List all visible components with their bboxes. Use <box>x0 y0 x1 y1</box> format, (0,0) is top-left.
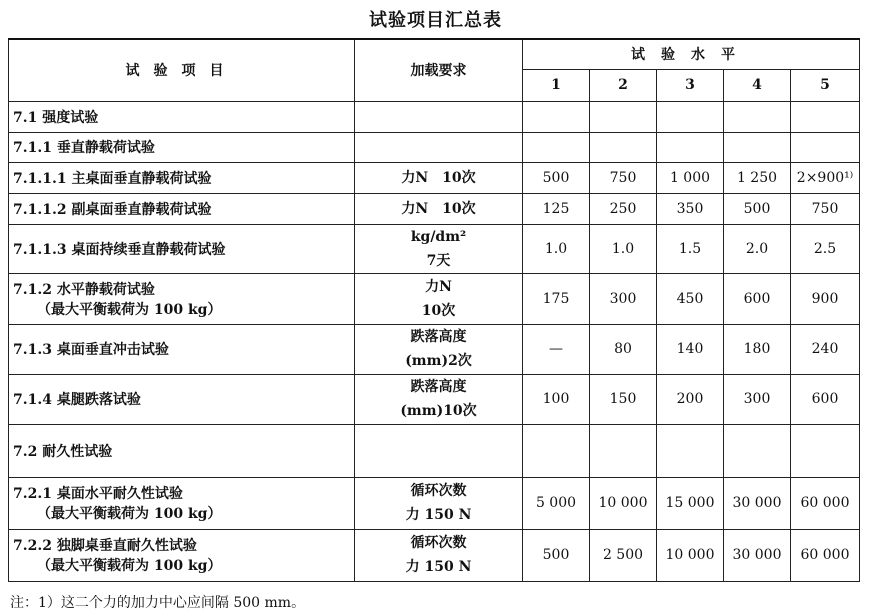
level-4-value: 2.0 <box>724 224 791 273</box>
test-item-text: 7.1.1.2 副桌面垂直静载荷试验 <box>13 201 212 218</box>
level-4-value: 600 <box>724 273 791 324</box>
load-requirement-text: kg/dm² <box>410 228 467 245</box>
load-requirement-cell <box>355 132 523 162</box>
level-2-value: 300 <box>590 273 657 324</box>
level-4-value <box>724 424 791 477</box>
level-3-value: 140 <box>657 324 724 374</box>
load-requirement-text: 力N 10次 <box>401 169 476 186</box>
level-2-value <box>590 101 657 132</box>
summary-table <box>8 38 860 582</box>
table-row <box>9 162 860 193</box>
load-requirement-cell <box>355 529 523 581</box>
table-row <box>9 193 860 224</box>
load-requirement-text: 力N 10次 <box>401 200 476 217</box>
load-requirement-text: 跌落高度 <box>410 329 467 345</box>
level-4-value: 500 <box>724 193 791 224</box>
load-requirement-text: 力 150 N <box>405 559 472 575</box>
level-4-value: 1 250 <box>724 162 791 193</box>
header-load-requirement: 加载要求 <box>355 39 523 101</box>
level-5-value: 60 000 <box>791 477 860 529</box>
level-4-value: 300 <box>724 374 791 424</box>
level-1-value <box>523 424 590 477</box>
test-item-cell <box>9 529 355 581</box>
test-item-cell <box>9 374 355 424</box>
level-3-value: 200 <box>657 374 724 424</box>
load-requirement-text: 10次 <box>421 302 456 319</box>
test-item-cell <box>9 132 355 162</box>
table-row <box>9 273 860 324</box>
test-item-text: 7.2.2 独脚桌垂直耐久性试验 <box>13 538 197 554</box>
header-level-1: 1 <box>523 69 590 101</box>
load-requirement-text: 循环次数 <box>410 483 467 499</box>
level-2-value: 750 <box>590 162 657 193</box>
load-requirement-cell <box>355 273 523 324</box>
level-4-value <box>724 132 791 162</box>
level-2-value <box>590 132 657 162</box>
load-requirement-cell <box>355 324 523 374</box>
table-row <box>9 101 860 132</box>
table-row <box>9 424 860 477</box>
level-3-value <box>657 101 724 132</box>
level-5-value: 600 <box>791 374 860 424</box>
table-row <box>9 224 860 273</box>
header-level-5: 5 <box>791 69 860 101</box>
header-level-4: 4 <box>724 69 791 101</box>
load-requirement-text: 力N <box>425 278 452 295</box>
footnote: 注：1）这二个力的加力中心应间隔 500 mm。 <box>10 595 306 611</box>
level-2-value: 2 500 <box>590 529 657 581</box>
load-requirement-cell <box>355 374 523 424</box>
test-item-text: 7.2.1 桌面水平耐久性试验 <box>13 486 183 502</box>
table-body <box>9 101 860 581</box>
load-requirement-text: 跌落高度 <box>410 379 467 395</box>
test-item-text: 7.1.1.1 主桌面垂直静载荷试验 <box>13 170 212 187</box>
level-2-value: 1.0 <box>590 224 657 273</box>
level-3-value: 15 000 <box>657 477 724 529</box>
load-requirement-cell <box>355 224 523 273</box>
test-item-text: 7.1.1.3 桌面持续垂直静载荷试验 <box>13 241 226 258</box>
level-1-value: 175 <box>523 273 590 324</box>
level-5-value: 60 000 <box>791 529 860 581</box>
level-4-value: 30 000 <box>724 477 791 529</box>
level-2-value <box>590 424 657 477</box>
level-3-value: 350 <box>657 193 724 224</box>
level-4-value <box>724 101 791 132</box>
level-1-value <box>523 101 590 132</box>
test-item-text: 7.1.1 垂直静载荷试验 <box>13 140 155 156</box>
load-requirement-text: (mm)10次 <box>400 403 477 419</box>
level-2-value: 150 <box>590 374 657 424</box>
load-requirement-text: (mm)2次 <box>405 353 472 369</box>
test-item-text: （最大平衡载荷为 100 kg） <box>37 301 222 318</box>
level-5-value <box>791 101 860 132</box>
load-requirement-cell <box>355 424 523 477</box>
test-item-text: 7.1.3 桌面垂直冲击试验 <box>13 342 169 358</box>
load-requirement-text: 力 150 N <box>405 507 472 523</box>
level-5-value: 2×900¹⁾ <box>791 162 860 193</box>
header-test-level: 试验水平 <box>523 39 860 69</box>
test-item-text: 7.2 耐久性试验 <box>13 443 113 460</box>
level-5-value <box>791 424 860 477</box>
test-item-cell <box>9 424 355 477</box>
level-3-value: 10 000 <box>657 529 724 581</box>
test-item-text: 7.1 强度试验 <box>13 109 99 126</box>
load-requirement-cell <box>355 162 523 193</box>
test-item-text: （最大平衡载荷为 100 kg） <box>37 558 222 574</box>
level-3-value: 1 000 <box>657 162 724 193</box>
table-row <box>9 374 860 424</box>
level-5-value: 240 <box>791 324 860 374</box>
level-1-value: 125 <box>523 193 590 224</box>
table-title: 试验项目汇总表 <box>369 10 502 31</box>
load-requirement-text: 循环次数 <box>410 535 467 551</box>
table-row <box>9 529 860 581</box>
test-item-text: （最大平衡载荷为 100 kg） <box>37 506 222 522</box>
level-5-value: 2.5 <box>791 224 860 273</box>
header-level-3: 3 <box>657 69 724 101</box>
test-item-cell <box>9 273 355 324</box>
load-requirement-cell <box>355 477 523 529</box>
table-row <box>9 132 860 162</box>
header-test-item: 试验项目 <box>9 39 355 101</box>
level-1-value: 1.0 <box>523 224 590 273</box>
level-2-value: 80 <box>590 324 657 374</box>
level-5-value <box>791 132 860 162</box>
test-item-cell <box>9 162 355 193</box>
level-1-value: 500 <box>523 162 590 193</box>
level-3-value <box>657 132 724 162</box>
level-3-value: 1.5 <box>657 224 724 273</box>
test-item-cell <box>9 477 355 529</box>
load-requirement-cell <box>355 101 523 132</box>
test-item-cell <box>9 224 355 273</box>
level-3-value <box>657 424 724 477</box>
load-requirement-text: 7天 <box>426 252 451 269</box>
level-5-value: 900 <box>791 273 860 324</box>
level-1-value: 500 <box>523 529 590 581</box>
test-item-text: 7.1.2 水平静载荷试验 <box>13 281 155 298</box>
header-level-2: 2 <box>590 69 657 101</box>
level-4-value: 180 <box>724 324 791 374</box>
level-1-value: — <box>523 324 590 374</box>
level-5-value: 750 <box>791 193 860 224</box>
level-2-value: 250 <box>590 193 657 224</box>
level-1-value: 5 000 <box>523 477 590 529</box>
level-3-value: 450 <box>657 273 724 324</box>
table-row <box>9 477 860 529</box>
level-1-value <box>523 132 590 162</box>
level-2-value: 10 000 <box>590 477 657 529</box>
load-requirement-cell <box>355 193 523 224</box>
test-item-cell <box>9 324 355 374</box>
test-item-cell <box>9 193 355 224</box>
level-1-value: 100 <box>523 374 590 424</box>
level-4-value: 30 000 <box>724 529 791 581</box>
test-item-text: 7.1.4 桌腿跌落试验 <box>13 392 141 408</box>
table-row <box>9 324 860 374</box>
test-item-cell <box>9 101 355 132</box>
